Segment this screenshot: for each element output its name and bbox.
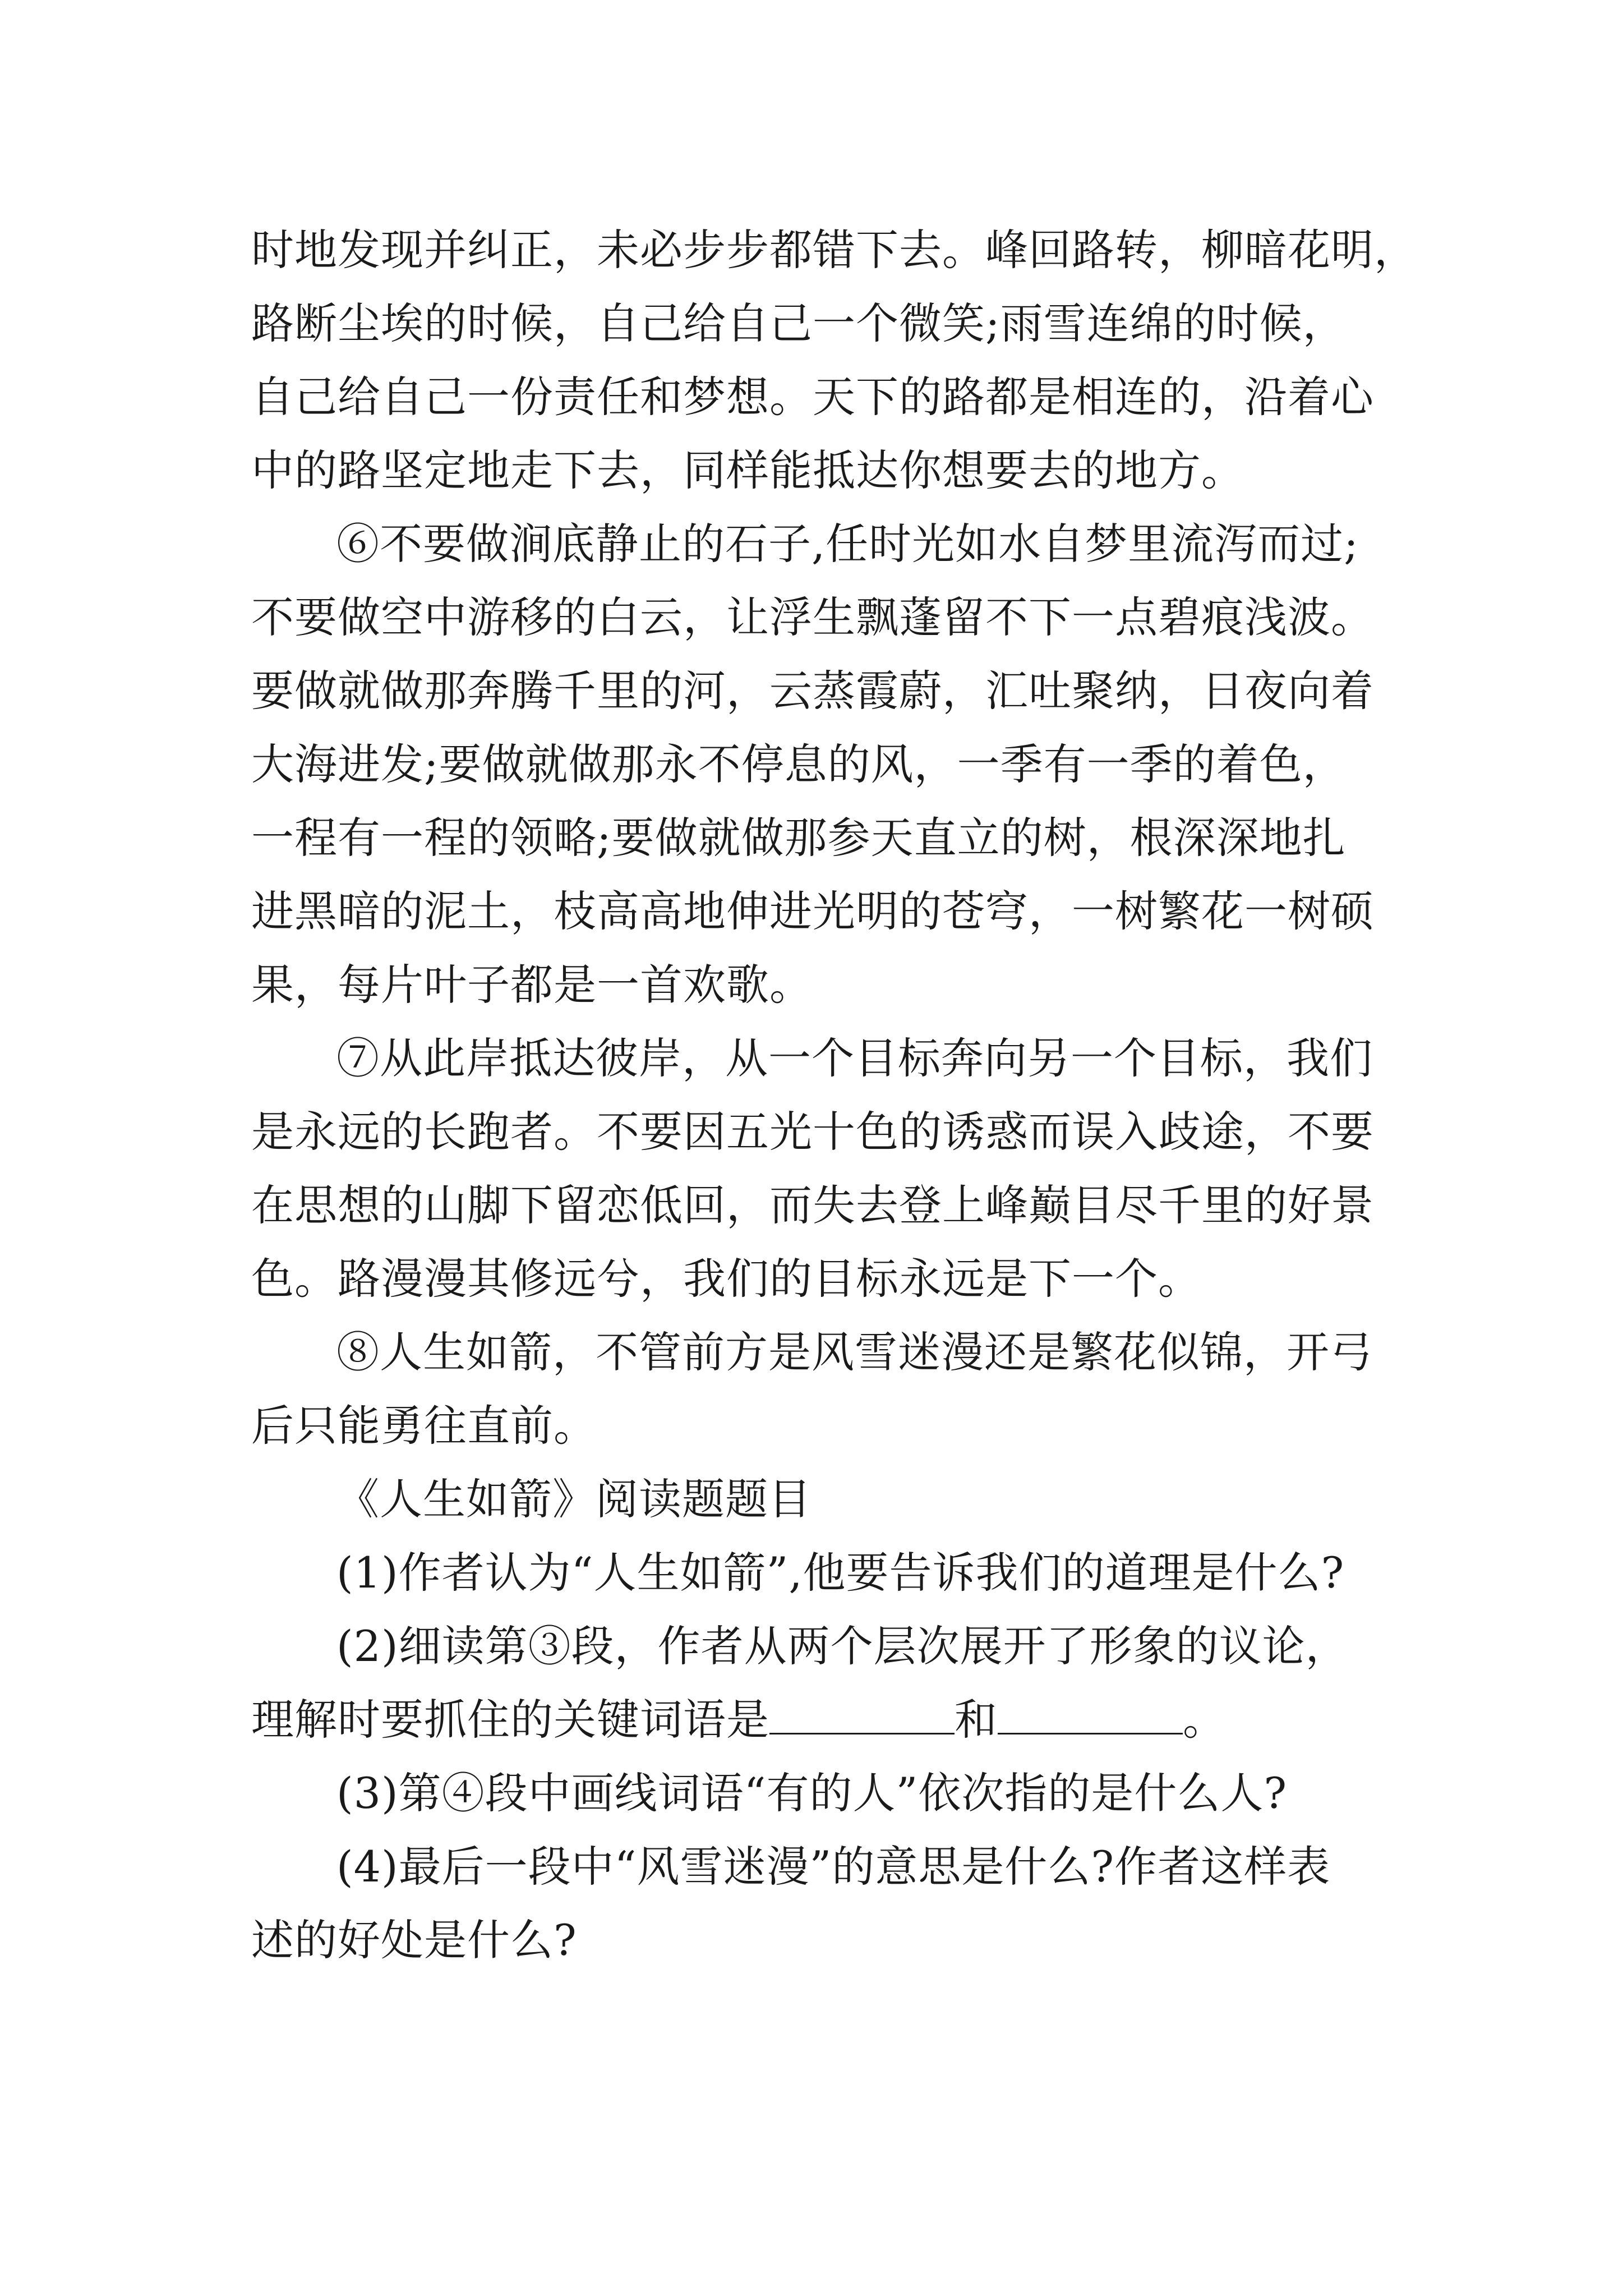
questions-section	[251, 1462, 1373, 1977]
paragraph-8	[251, 1315, 1373, 1462]
text-line: ⑥不要做涧底静止的石子,任时光如水自梦里流泻而过;	[336, 519, 1359, 569]
answer-blank-2[interactable]	[998, 1698, 1183, 1734]
text-line: 后只能勇往直前。	[251, 1401, 597, 1451]
text-line: ⑧人生如箭，不管前方是风雪迷漫还是繁花似锦，开弓	[336, 1327, 1373, 1377]
text-line: 大海进发;要做就做那永不停息的风，一季有一季的着色，	[251, 739, 1346, 789]
text-line: 路断尘埃的时候，自己给自己一个微笑;雨雪连绵的时候，	[251, 298, 1346, 348]
question-4-line-2: 述的好处是什么?	[251, 1915, 577, 1965]
questions-title: 《人生如箭》阅读题题目	[336, 1474, 811, 1524]
text-line: 进黑暗的泥土，枝高高地伸进光明的苍穹，一树繁花一树硕	[251, 886, 1374, 936]
text-line: 是永远的长跑者。不要因五光十色的诱惑而误入歧途，不要	[251, 1107, 1374, 1157]
question-2-line-1: (2)细读第③段，作者从两个层次展开了形象的议论，	[336, 1621, 1349, 1671]
paragraph-7	[251, 1022, 1373, 1315]
text-line: 在思想的山脚下留恋低回，而失去登上峰巅目尽千里的好景	[251, 1180, 1374, 1230]
question-1: (1)作者认为“人生如箭”,他要告诉我们的道理是什么?	[336, 1548, 1345, 1598]
question-2-prefix: 理解时要抓住的关键词语是	[251, 1695, 769, 1745]
question-2-line-2	[251, 1683, 1373, 1756]
question-2-middle: 和	[955, 1695, 998, 1745]
question-3: (3)第④段中画线词语“有的人”依次指的是什么人?	[336, 1768, 1288, 1818]
question-2-suffix: 。	[1183, 1695, 1226, 1745]
paragraph-5-continued	[251, 213, 1417, 507]
text-line: 自己给自己一份责任和梦想。天下的路都是相连的，沿着心	[251, 372, 1374, 422]
text-line: ⑦从此岸抵达彼岸，从一个目标奔向另一个目标，我们	[336, 1033, 1373, 1083]
document-body	[251, 213, 1417, 1977]
text-line: 时地发现并纠正，未必步步都错下去。峰回路转，柳暗花明，	[251, 225, 1417, 275]
text-line: 一程有一程的领略;要做就做那参天直立的树，根深深地扎	[251, 813, 1346, 863]
question-4-line-1: (4)最后一段中“风雪迷漫”的意思是什么?作者这样表	[336, 1842, 1331, 1892]
paragraph-6	[251, 507, 1373, 1022]
text-line: 色。路漫漫其修远兮，我们的目标永远是下一个。	[251, 1254, 1201, 1304]
text-line: 中的路坚定地走下去，同样能抵达你想要去的地方。	[251, 445, 1244, 495]
answer-blank-1[interactable]	[769, 1698, 955, 1734]
text-line: 要做就做那奔腾千里的河，云蒸霞蔚，汇吐聚纳，日夜向着	[251, 666, 1374, 716]
text-line: 不要做空中游移的白云，让浮生飘蓬留不下一点碧痕浅波。	[251, 592, 1374, 642]
text-line: 果，每片叶子都是一首欢歌。	[251, 960, 813, 1010]
